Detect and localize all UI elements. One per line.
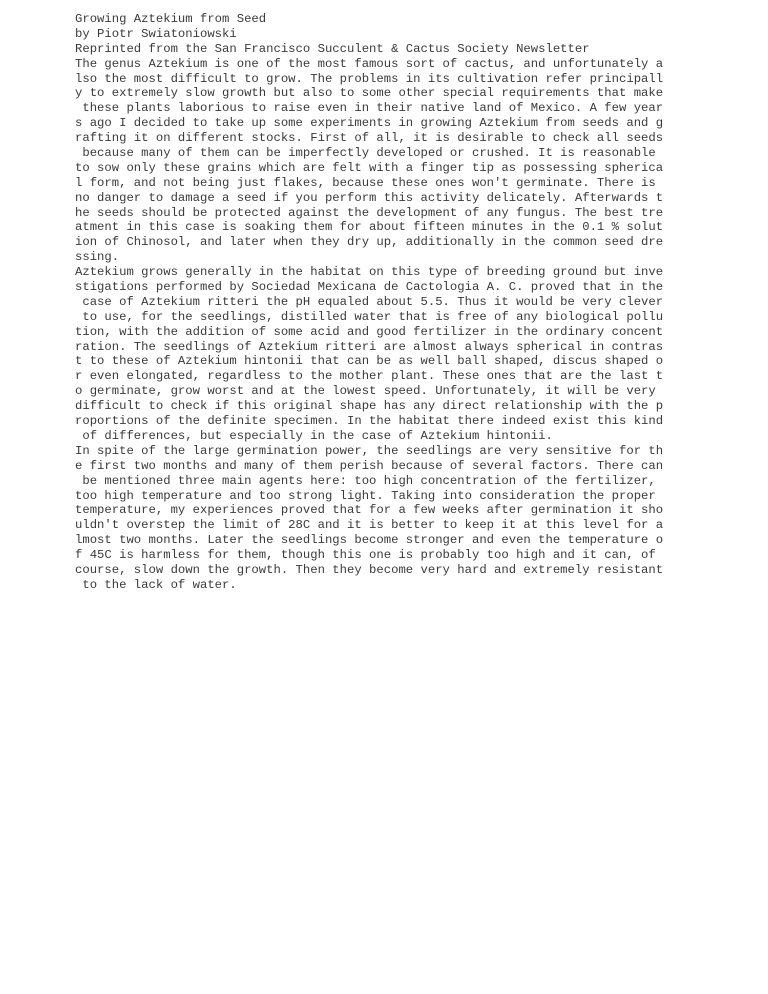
text-line: s ago I decided to take up some experiments in growing Aztekium from seeds and g <box>75 116 664 131</box>
text-line: these plants laborious to raise even in their native land of Mexico. A few year <box>75 101 664 116</box>
text-line: lso the most difficult to grow. The problems in its cultivation refer principall <box>75 71 664 86</box>
text-line: because many of them can be imperfectly developed or crushed. It is reasonable <box>75 146 664 161</box>
document-source: Reprinted from the San Francisco Succulent & Cactus Society Newsletter <box>75 41 590 56</box>
paragraph-1 <box>75 57 755 265</box>
document-page <box>75 12 755 593</box>
text-line: r even elongated, regardless to the mother plant. These ones that are the last t <box>75 369 664 384</box>
text-line: o germinate, grow worst and at the lowest speed. Unfortunately, it will be very <box>75 384 664 399</box>
text-line: tion, with the addition of some acid and good fertilizer in the ordinary concent <box>75 324 664 339</box>
text-line: to sow only these grains which are felt with a finger tip as possessing spherica <box>75 160 664 175</box>
text-line: stigations performed by Sociedad Mexicana de Cactologia A. C. proved that in the <box>75 280 664 295</box>
text-line: be mentioned three main agents here: too high concentration of the fertilizer, <box>75 473 656 488</box>
paragraph-3 <box>75 444 755 593</box>
text-line: atment in this case is soaking them for about fifteen minutes in the 0.1 % solut <box>75 220 664 235</box>
text-line: temperature, my experiences proved that for a few weeks after germination it sho <box>75 503 664 518</box>
document-title: Growing Aztekium from Seed <box>75 12 267 26</box>
text-line: e first two months and many of them perish because of several factors. There can <box>75 458 664 473</box>
text-line: to the lack of water. <box>75 577 237 592</box>
text-line: he seeds should be protected against the development of any fungus. The best tre <box>75 205 664 220</box>
text-line: ration. The seedlings of Aztekium ritteri are almost always spherical in contras <box>75 339 664 354</box>
text-line: too high temperature and too strong light. Taking into consideration the proper <box>75 488 656 503</box>
document-byline: by Piotr Swiatoniowski <box>75 26 237 41</box>
text-line: uldn't overstep the limit of 28C and it is better to keep it at this level for a <box>75 518 664 533</box>
text-line: rafting it on different stocks. First of all, it is desirable to check all seeds <box>75 131 664 146</box>
text-line: lmost two months. Later the seedlings become stronger and even the temperature o <box>75 533 664 548</box>
text-line: y to extremely slow growth but also to some other special requirements that make <box>75 86 664 101</box>
paragraph-2 <box>75 265 755 444</box>
text-line: In spite of the large germination power, the seedlings are very sensitive for th <box>75 443 664 458</box>
text-line: ion of Chinosol, and later when they dry up, additionally in the common seed dre <box>75 235 664 250</box>
text-line: f 45C is harmless for them, though this one is probably too high and it can, of <box>75 548 656 563</box>
text-line: difficult to check if this original shape has any direct relationship with the p <box>75 399 664 414</box>
text-line: Aztekium grows generally in the habitat on this type of breeding ground but inve <box>75 265 664 280</box>
text-line: of differences, but especially in the case of Aztekium hintonii. <box>75 428 553 443</box>
text-line: no danger to damage a seed if you perform this activity delicately. Afterwards t <box>75 190 664 205</box>
text-line: t to these of Aztekium hintonii that can be as well ball shaped, discus shaped o <box>75 354 664 369</box>
text-line: roportions of the definite specimen. In the habitat there indeed exist this kind <box>75 414 664 429</box>
text-line: to use, for the seedlings, distilled water that is free of any biological pollu <box>75 309 664 324</box>
text-line: case of Aztekium ritteri the pH equaled about 5.5. Thus it would be very clever <box>75 294 664 309</box>
text-line: course, slow down the growth. Then they become very hard and extremely resistant <box>75 562 664 577</box>
text-line: l form, and not being just flakes, because these ones won't germinate. There is <box>75 175 664 190</box>
text-line: The genus Aztekium is one of the most famous sort of cactus, and unfortunately a <box>75 56 664 71</box>
text-line: ssing. <box>75 250 120 265</box>
